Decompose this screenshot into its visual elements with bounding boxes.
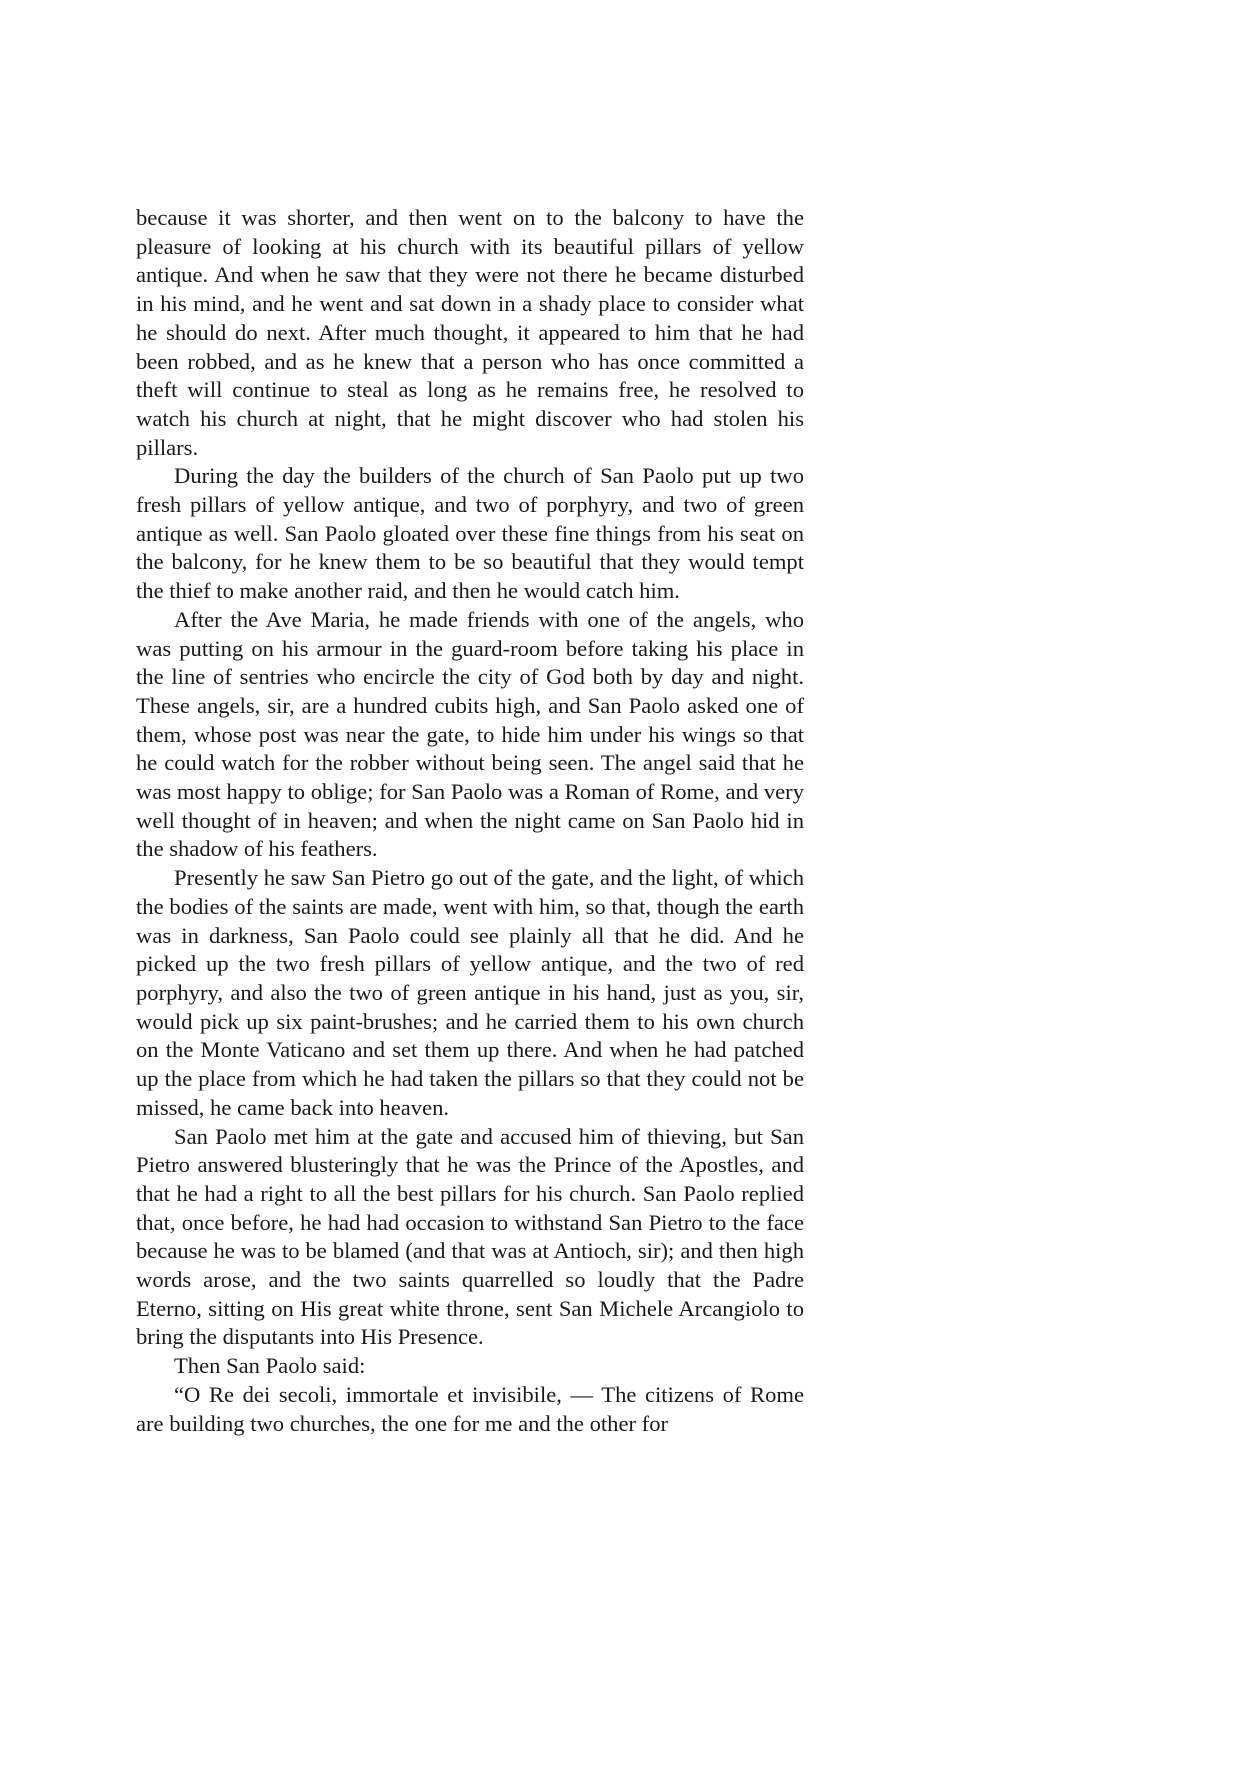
paragraph: After the Ave Maria, he made friends with one of the angels, who was putting on his armour in the guard-room before taking his place in the line of sentries who encircle the city of God both by day and night. These angels, sir, are a hundred cubits high, and San Paolo asked one of them, whose post was near the gate, to hide him under his wings so that he could watch for the robber without being seen. The angel said that he was most happy to oblige; for San Paolo was a Roman of Rome, and very well thought of in heaven; and when the night came on San Paolo hid in the shadow of his feathers. <box>136 606 804 862</box>
paragraph: During the day the builders of the church of San Paolo put up two fresh pillars of yellow antique, and two of porphyry, and two of green antique as well. San Paolo gloated over these fine things from his seat on the balcony, for he knew them to be so beautiful that they would tempt the thief to make another raid, and then he would catch him. <box>136 463 804 604</box>
paragraph: “O Re dei secoli, immortale et invisibile, — The citizens of Rome are building two churches, the one for me and the other for <box>136 1381 804 1436</box>
paragraph: Then San Paolo said: <box>174 1353 366 1379</box>
paragraph: because it was shorter, and then went on to the balcony to have the pleasure of looking at his church with its beautiful pillars of yellow antique. And when he saw that they were not there he became disturbed in his mind, and he went and sat down in a shady place to consider what he should do next. After much thought, it appeared to him that he had been robbed, and as he knew that a person who has once committed a theft will continue to steal as long as he remains free, he resolved to watch his church at night, that he might discover who had stolen his pillars. <box>136 205 804 460</box>
paragraph: Presently he saw San Pietro go out of the gate, and the light, of which the bodies of the saints are made, went with him, so that, though the earth was in darkness, San Paolo could see plainly all that he did. And he picked up the two fresh pillars of yellow antique, and the two of red porphyry, and also the two of green antique in his hand, just as you, sir, would pick up six paint-brushes; and he carried them to his own church on the Monte Vaticano and set them up there. And when he had patched up the place from which he had taken the pillars so that they could not be missed, he came back into heaven. <box>136 865 804 1120</box>
paragraph: San Paolo met him at the gate and accused him of thieving, but San Pietro answered blusteringly that he was the Prince of the Apostles, and that he had a right to all the best pillars for his church. San Paolo replied that, once before, he had had occasion to withstand San Pietro to the face because he was to be blamed (and that was at Antioch, sir); and then high words arose, and the two saints quarrelled so loudly that the Padre Eterno, sitting on His great white throne, sent San Michele Arcangiolo to bring the disputants into His Presence. <box>136 1123 804 1350</box>
body-text <box>136 204 804 1438</box>
